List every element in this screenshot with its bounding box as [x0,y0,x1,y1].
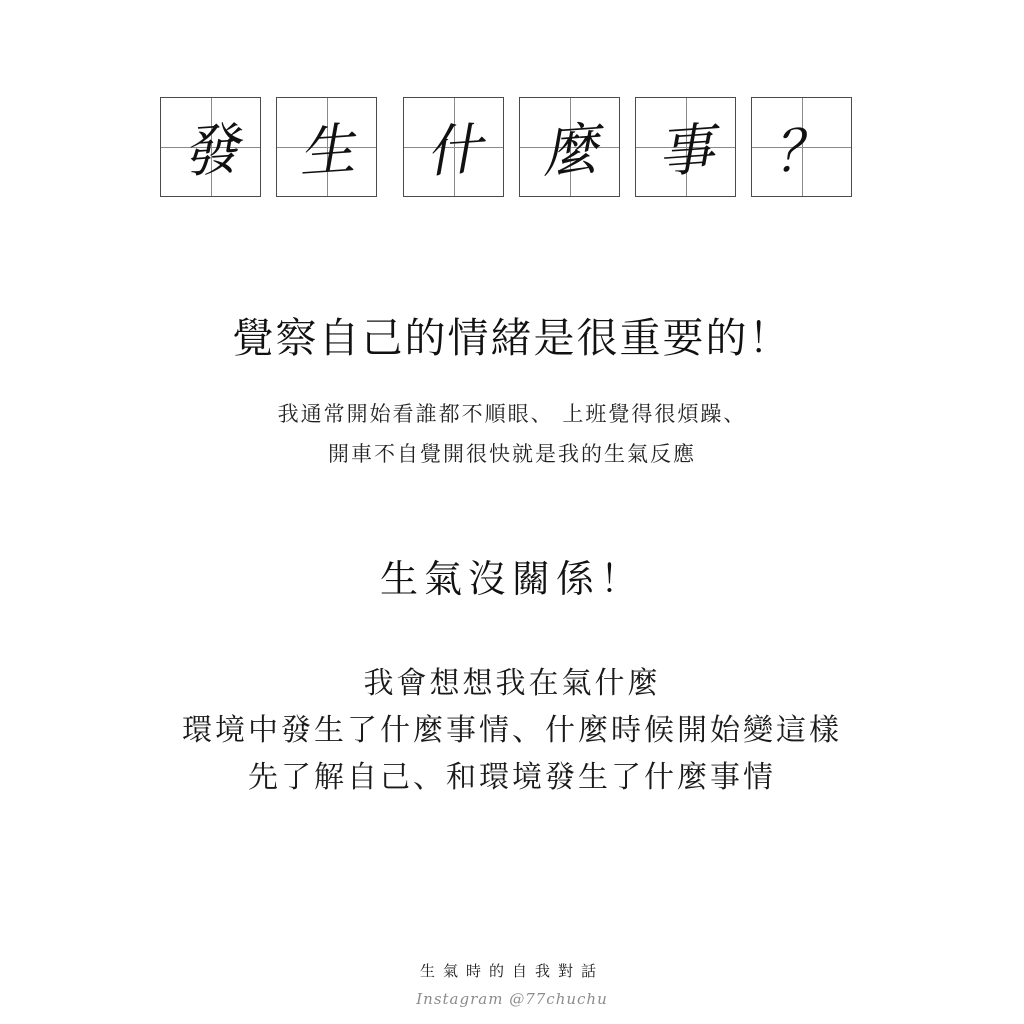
body-line: 先了解自己、和環境發生了什麼事情 [248,760,776,795]
headline: 覺察自己的情緒是很重要的！ [232,314,792,362]
description [0,394,1024,474]
title-char-box [751,97,852,197]
body-line: 環境中發生了什麼事情、什麼時候開始變這樣 [182,713,842,748]
title-char: 發 [180,117,242,186]
title-char-box [403,97,504,197]
instagram-handle: Instagram @77chuchu [416,990,608,1008]
title-char: 事 [655,117,717,186]
highlight-marker [370,548,654,603]
title-char-box [519,97,620,197]
title-char: 什 [423,117,485,186]
title-char: ？ [771,117,833,186]
description-line: 開車不自覺開很快就是我的生氣反應 [328,442,696,466]
footer-title: 生氣時的自我對話 [419,962,604,980]
body-text [0,660,1024,801]
title-char-box [635,97,736,197]
title-char-box [160,97,261,197]
handwritten-title [160,97,854,199]
title-char: 生 [296,117,358,186]
title-char-box [276,97,377,197]
highlight-section [0,548,1024,603]
highlight-text: 生氣沒關係！ [379,557,644,601]
description-line: 我通常開始看誰都不順眼、 上班覺得很煩躁、 [277,402,747,426]
body-line: 我會想想我在氣什麼 [363,666,661,701]
title-char: 麼 [539,117,601,186]
